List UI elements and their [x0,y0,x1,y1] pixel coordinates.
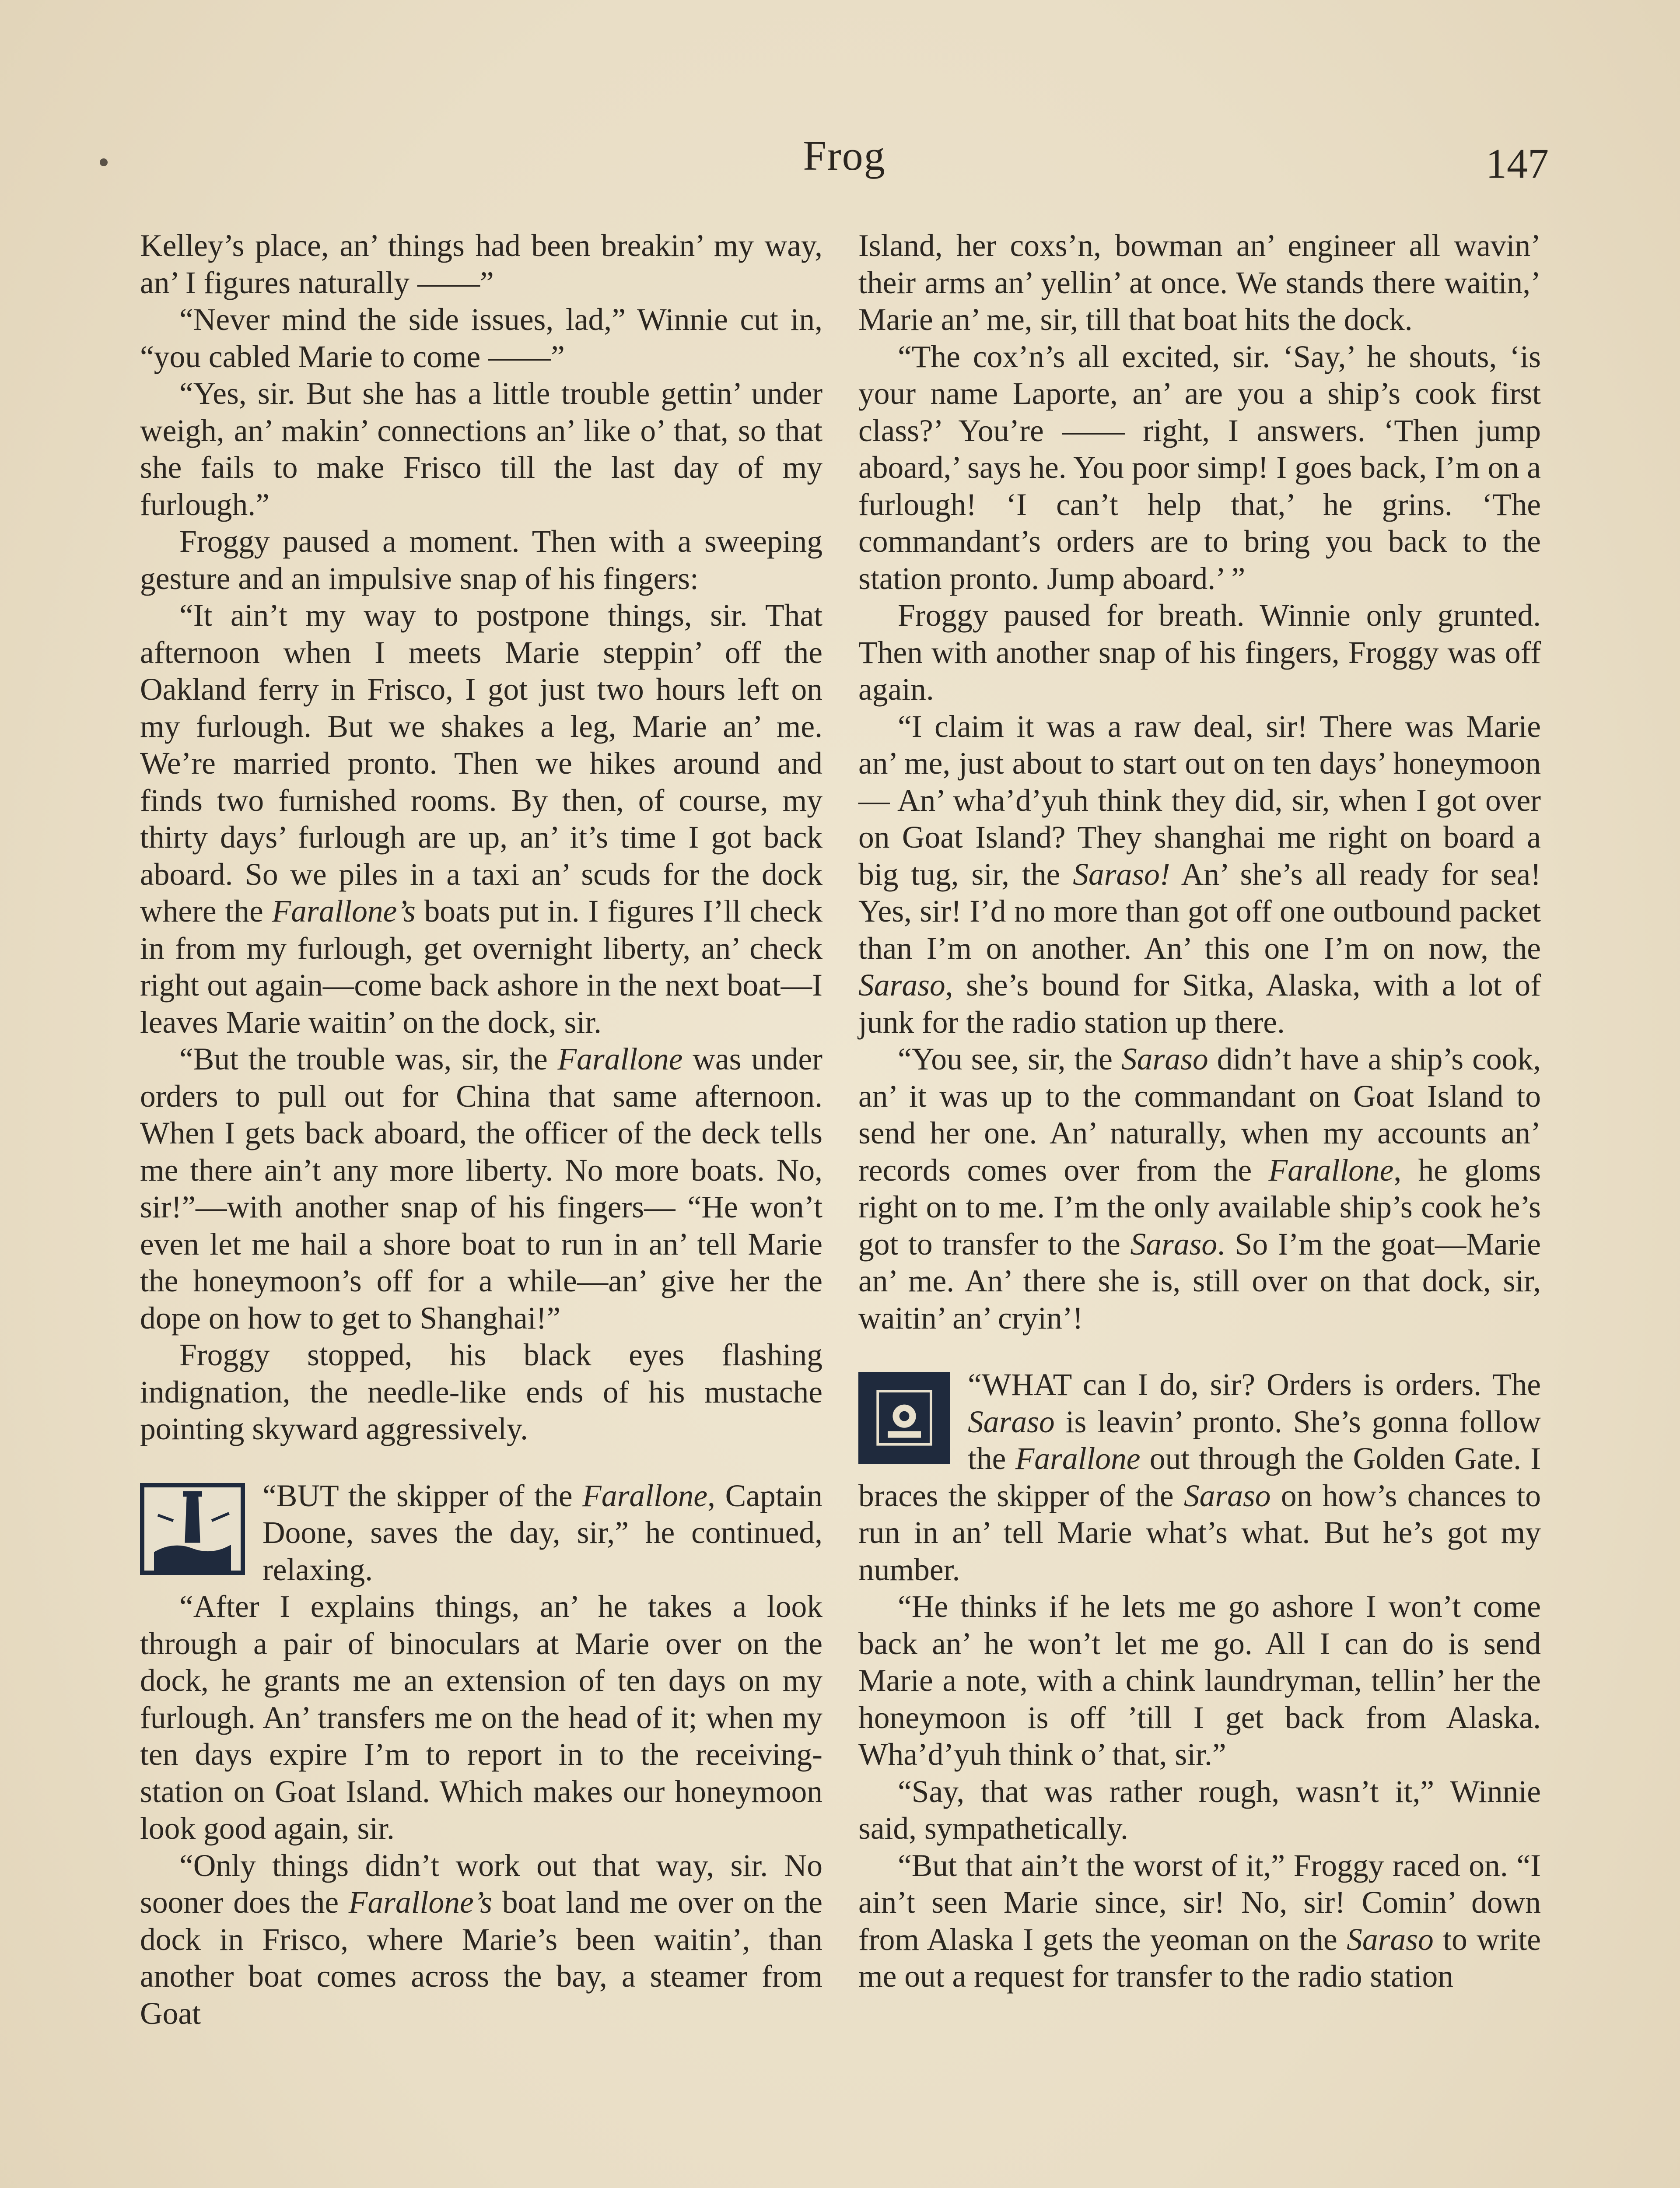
paragraph: “Say, that was rather rough, wasn’t it,” Winnie said, sympathetically. [858,1774,1541,1846]
text-run: out through the Golden Gate. I braces the skipper of the [858,1441,1541,1513]
paragraph: “Yes, sir. But she has a little trouble gettin’ under weigh, an’ makin’ connections an’ like o’ that, so that she fails to make Frisco till the last day of my furlough.” [140,376,822,522]
text-run: , Captain Doone, saves the day, sir,” he continued, relaxing. [262,1478,822,1587]
text-run: “BUT the skipper of the [262,1478,583,1513]
ship-name: Farallone’s [348,1885,493,1920]
paragraph [140,1041,822,1337]
ship-name: Farallone [582,1478,708,1513]
paragraph: “Never mind the side issues, lad,” Winnie cut in, “you cabled Marie to come ——” [140,302,822,374]
paragraph: Froggy paused for breath. Winnie only grunted. Then with another snap of his fingers, Froggy was off again. [858,598,1541,707]
paragraph: Froggy paused a moment. Then with a sweeping gesture and an impulsive snap of his fingers: [140,524,822,596]
ship-name: Saraso [968,1404,1055,1439]
ship-name: Farallone’s [272,894,416,929]
paragraph: “He thinks if he lets me go ashore I won’t come back an’ he won’t let me go. All I can do is send Marie a note, with a chink laundryman, tellin’ her the honeymoon is off ’till I get back from Alaska. Wha’d’yuh think o’ that, sir.” [858,1589,1541,1772]
text-run: “But that ain’t the worst of it,” Froggy raced on. “I ain’t seen Marie since, sir! No, sir! Comin’ down from Alaska I gets the yeoman on the [858,1848,1541,1957]
right-column [858,228,1541,1995]
text-run: An’ she’s all ready for sea! Yes, sir! I’d no more than got off one outbound packet than I’m on another. An’ this one I’m on now, the [858,857,1541,966]
text-run: “It ain’t my way to postpone things, sir. That afternoon when I meets Marie steppin’ off the Oakland ferry in Frisco, I got just two hours left on my furlough. But we shakes a leg, Marie an’ me. We’re married pronto. Then we hikes around and finds two furnished rooms. By then, of course, my thirty days’ furlough are up, an’ it’s time I got back aboard. So we piles in a taxi an’ scuds for the dock where the [140,598,822,929]
paragraph [858,708,1541,1041]
text-run: “WHAT can I do, sir? Orders is orders. The [968,1368,1541,1402]
paragraph: Kelley’s place, an’ things had been breakin’ my way, an’ I figures naturally ——” [140,228,822,300]
paragraph: Island, her coxs’n, bowman an’ engineer all wavin’ their arms an’ yellin’ at once. We stands there waitin,’ Marie an’ me, sir, till that boat hits the dock. [858,228,1541,337]
text-run: to write me out a request for transfer to the radio station [858,1922,1541,1994]
page-speck [100,158,108,166]
text-run: . So I’m the goat—Marie an’ me. An’ there she is, still over on that dock, sir, waitin’ an’ cryin’! [858,1227,1541,1336]
paragraph: “After I explains things, an’ he takes a look through a pair of binoculars at Marie over on the dock, he grants me an extension of ten days on my furlough. An’ transfers me on the head of it; when my ten days expire I’m to report in to the receiving-station on Goat Island. Which makes our honeymoon look good again, sir. [140,1589,822,1846]
text-run: “Only things didn’t work out that way, sir. No sooner does the [140,1848,822,1920]
paragraph [140,1848,822,2033]
paragraph [858,1041,1541,1337]
paragraph: Froggy stopped, his black eyes flashing indignation, the needle-like ends of his mustache pointing skyward aggressively. [140,1338,822,1446]
ship-name: Farallone [557,1042,683,1076]
ship-name: Saraso [1121,1042,1208,1076]
text-run: was under orders to pull out for China that same afternoon. When I gets back aboard, the officer of the deck tells me there ain’t any more liberty. No more boats. No, sir!”—with another snap of his fingers— “He won’t even let me hail a shore boat to run in an’ tell Marie the honeymoon’s off for a while—an’ give her the dope on how to get to Shanghai!” [140,1042,822,1336]
ship-name: Saraso [1347,1922,1434,1957]
text-run: “You see, sir, the [898,1042,1122,1076]
ship-name: Saraso [1183,1478,1271,1513]
text-run: boats put in. I figures I’ll check in from my furlough, get overnight liberty, an’ check right out again—come back ashore in the next boat—I leaves Marie waitin’ on the dock, sir. [140,894,822,1040]
ship-name: Farallone [1015,1441,1141,1476]
text-run: , he gloms right on to me. I’m the only available ship’s cook he’s got to transfer to the [858,1153,1541,1262]
lighthouse-ornament-icon [140,1483,245,1575]
ship-name: Saraso [1130,1227,1218,1262]
running-title: Frog [803,132,886,179]
left-column [140,228,822,2032]
text-run: boat land me over on the dock in Frisco, where Marie’s been waitin’, than another boat comes across the bay, a steamer from Goat [140,1885,823,2031]
text-run: “But the trouble was, sir, the [179,1042,558,1076]
page-number: 147 [1486,140,1549,187]
section-paragraph [140,1478,822,1589]
paragraph [858,1848,1541,1995]
ship-name: Saraso [858,968,945,1003]
paragraph [140,597,822,1041]
ship-name: Saraso! [1073,857,1170,892]
text-run: on how’s chances to run in an’ tell Marie what’s what. But he’s got my number. [858,1478,1541,1587]
paragraph: “The cox’n’s all excited, sir. ‘Say,’ he shouts, ‘is your name Laporte, an’ are you a ship’s cook first class?’ You’re —— right, I answers. ‘Then jump aboard,’ says he. You poor simp! I goes back, I’m on a furlough! ‘I can’t help that,’ he grins. ‘The commandant’s orders are to bring you back to the station pronto. Jump aboard.’ ” [858,339,1541,596]
text-run: “I claim it was a raw deal, sir! There was Marie an’ me, just about to start out on ten days’ honeymoon— An’ wha’d’yuh think they did, sir, when I got over on Goat Island? They shanghai me right on board a big tug, sir, the [858,709,1541,892]
ship-wheel-ornament-icon [858,1372,950,1464]
text-run: is leavin’ pronto. She’s gonna follow the [968,1404,1541,1476]
ship-name: Farallone [1268,1153,1394,1188]
text-run: , she’s bound for Sitka, Alaska, with a lot of junk for the radio station up there. [858,968,1541,1040]
section-paragraph [858,1367,1541,1588]
text-run: didn’t have a ship’s cook, an’ it was up to the commandant on Goat Island to send her one. An’ naturally, when my accounts an’ records comes over from the [858,1042,1541,1188]
